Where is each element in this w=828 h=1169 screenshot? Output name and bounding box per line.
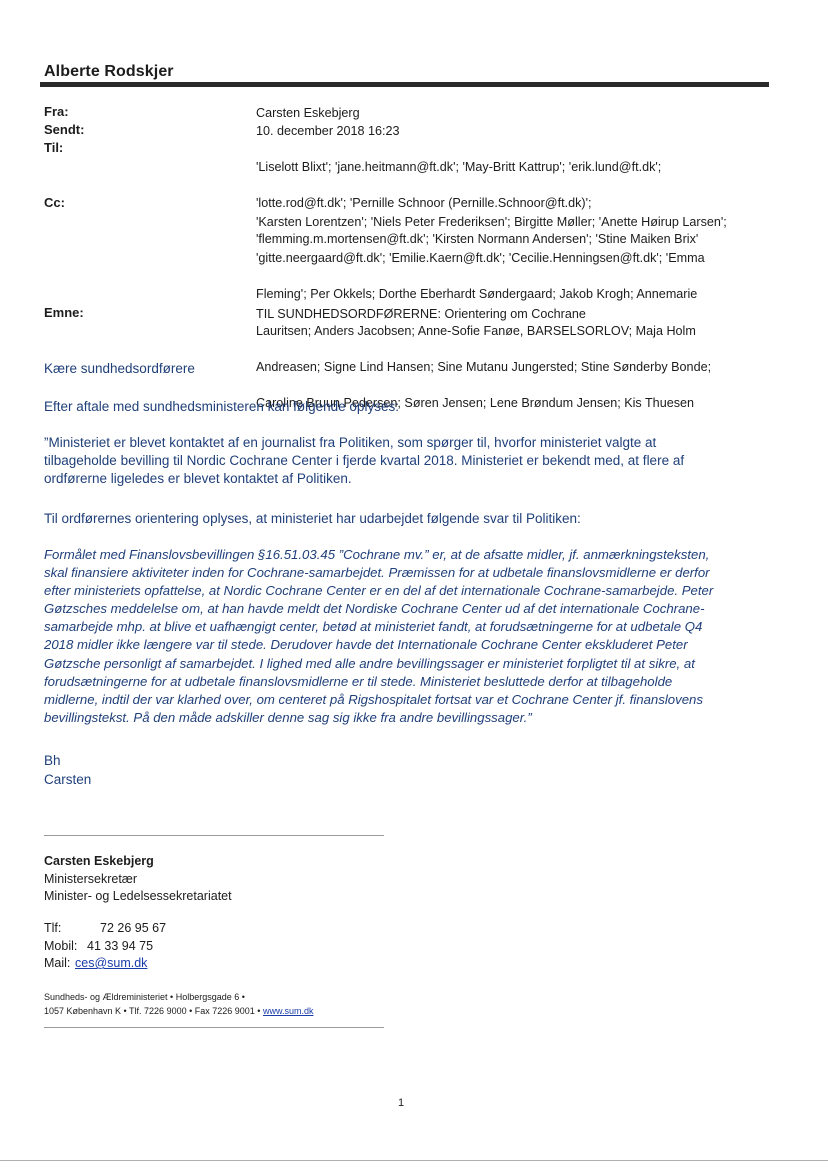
quote-line: 2018 midler ikke længere var til stede. Derudover havde det Internationale Cochrane Center ekskluderet Peter [44,637,688,653]
from-label: Fra: [44,104,69,119]
signature-title: Ministersekretær [44,871,138,886]
intro-paragraph: Efter aftale med sundhedsministeren kan følgende oplyses: [44,399,399,414]
mail-link[interactable]: ces@sum.dk [75,956,148,970]
subject-value: TIL SUNDHEDSORDFØRERNE: Orientering om Cochrane [256,307,586,321]
ministry-footer [44,990,313,1018]
closing-name: Carsten [44,772,92,787]
closing-greeting: Bh [44,753,61,768]
from-value: Carsten Eskebjerg [256,106,360,120]
header-divider [40,82,769,87]
signature-block [44,853,232,906]
ministry-contact-text: 1057 København K • Tlf. 7226 9000 • Fax 7226 9001 • [44,1006,263,1016]
cc-label: Cc: [44,195,65,210]
phone-label: Tlf: [44,921,62,935]
quote-line: Gøtzsche personligt af samarbejdet. I lighed med alle andre bevillingssager er ministeriet forpligtet til at sikre, at [44,655,695,671]
orientation-paragraph: Til ordførernes orientering oplyses, at ministeriet har udarbejdet følgende svar til Politiken: [44,511,581,526]
to-line: 'lotte.rod@ft.dk'; 'Pernille Schnoor (Pernille.Schnoor@ft.dk)'; [256,196,592,211]
footer-divider [44,1027,384,1028]
mail-row [44,955,166,973]
sent-label: Sendt: [44,122,85,137]
quote-line: samarbejde mhp. at blive et uafhængigt center, betød at ministeriet fandt, at forudsætningerne for at udbetale Q4 [44,619,703,635]
mobile-row [44,938,166,956]
cc-line: Andreasen; Signe Lind Hansen; Sine Mutanu Jungersted; Stine Sønderby Bonde; [256,359,712,374]
sent-value: 10. december 2018 16:23 [256,124,400,138]
phone-number: 72 26 95 67 [100,921,167,935]
cc-line: Lauritsen; Anders Jacobsen; Anne-Sofie Fanøe, BARSELSORLOV; Maja Holm [256,323,696,338]
cc-line: 'Karsten Lorentzen'; 'Niels Peter Frederiksen'; Birgitte Møller; 'Anette Høirup Larsen'; [256,215,727,230]
signature-department: Minister- og Ledelsessekretariatet [44,889,232,903]
contact-block [44,920,166,973]
paragraph-line: tilbageholde bevilling til Nordic Cochrane Center i fjerde kvartal 2018. Ministeriet er bekendt med, at flere af [44,453,685,469]
mobile-number: 41 33 94 75 [87,938,154,953]
mobile-label: Mobil: [44,938,78,953]
to-line: 'flemming.m.mortensen@ft.dk'; 'Kirsten Normann Andersen'; 'Stine Maiken Brix' [256,232,699,247]
cc-line: 'gitte.neergaard@ft.dk'; 'Emilie.Kaern@ft.dk'; 'Cecilie.Henningsen@ft.dk'; 'Emma [256,251,705,266]
mail-label: Mail: [44,956,71,970]
context-paragraph [44,434,784,489]
cc-line: Fleming'; Per Okkels; Dorthe Eberhardt Søndergaard; Jakob Krogh; Annemarie [256,287,698,302]
signature-name: Carsten Eskebjerg [44,854,154,868]
phone-row [44,920,166,938]
ministry-website-link[interactable]: www.sum.dk [262,1006,314,1016]
quote-line: forudsætningerne for at udbetale finanslovsmidlerne er til stede. Ministeriet besluttede derfor at tilbageholde [44,673,673,689]
ministry-contact-line [44,1004,313,1018]
quote-line: skal finansiere aktiviteter inden for Cochrane-samarbejdet. Præmissen for at udbetale finanslovsmidlerne er derfor [44,565,710,581]
paragraph-line: ordførerne ligeledes er blevet kontaktet af Politiken. [44,471,352,487]
to-label: Til: [44,140,64,155]
page-number: 1 [398,1097,405,1109]
quote-line: Formålet med Finanslovsbevillingen §16.51.03.45 ”Cochrane mv.” er, at de afsatte midler, jf. anmærkningsteksten, [44,547,710,562]
quote-line: Gøtzsches meddelelse om, at han havde meldt det Nordiske Cochrane Center ud af det internationale Cochrane- [44,601,705,617]
ministry-address-line: Sundheds- og Ældreministeriet • Holbergsgade 6 • [44,992,245,1002]
quoted-answer [44,546,779,727]
quote-line: midlerne, indtil der var klarhed over, om centeret på Rigshospitalet fortsat var et Cochrane Center jf. finanslovens [44,691,703,707]
subject-label: Emne: [44,305,84,320]
mailbox-owner-name: Alberte Rodskjer [44,63,174,80]
page-bottom-edge [0,1160,828,1161]
greeting: Kære sundhedsordførere [44,361,195,376]
to-line: 'Liselott Blixt'; 'jane.heitmann@ft.dk'; 'May-Britt Kattrup'; 'erik.lund@ft.dk'; [256,160,662,175]
quote-line: efter ministeriets opfattelse, at Nordic Cochrane Center er en del af det internationale Cochrane-samarbejde. Peter [44,583,714,599]
signature-divider [44,835,384,836]
cc-line: Caroline Bruun Pedersen; Søren Jensen; Lene Brøndum Jensen; Kis Thuesen [256,396,695,411]
quote-line: bevillingstekst. På den måde adskiller denne sag sig ikke fra andre bevillingssager.” [44,709,532,725]
paragraph-line: ”Ministeriet er blevet kontaktet af en journalist fra Politiken, som spørger til, hvorfor ministeriet valgte at [44,435,657,450]
